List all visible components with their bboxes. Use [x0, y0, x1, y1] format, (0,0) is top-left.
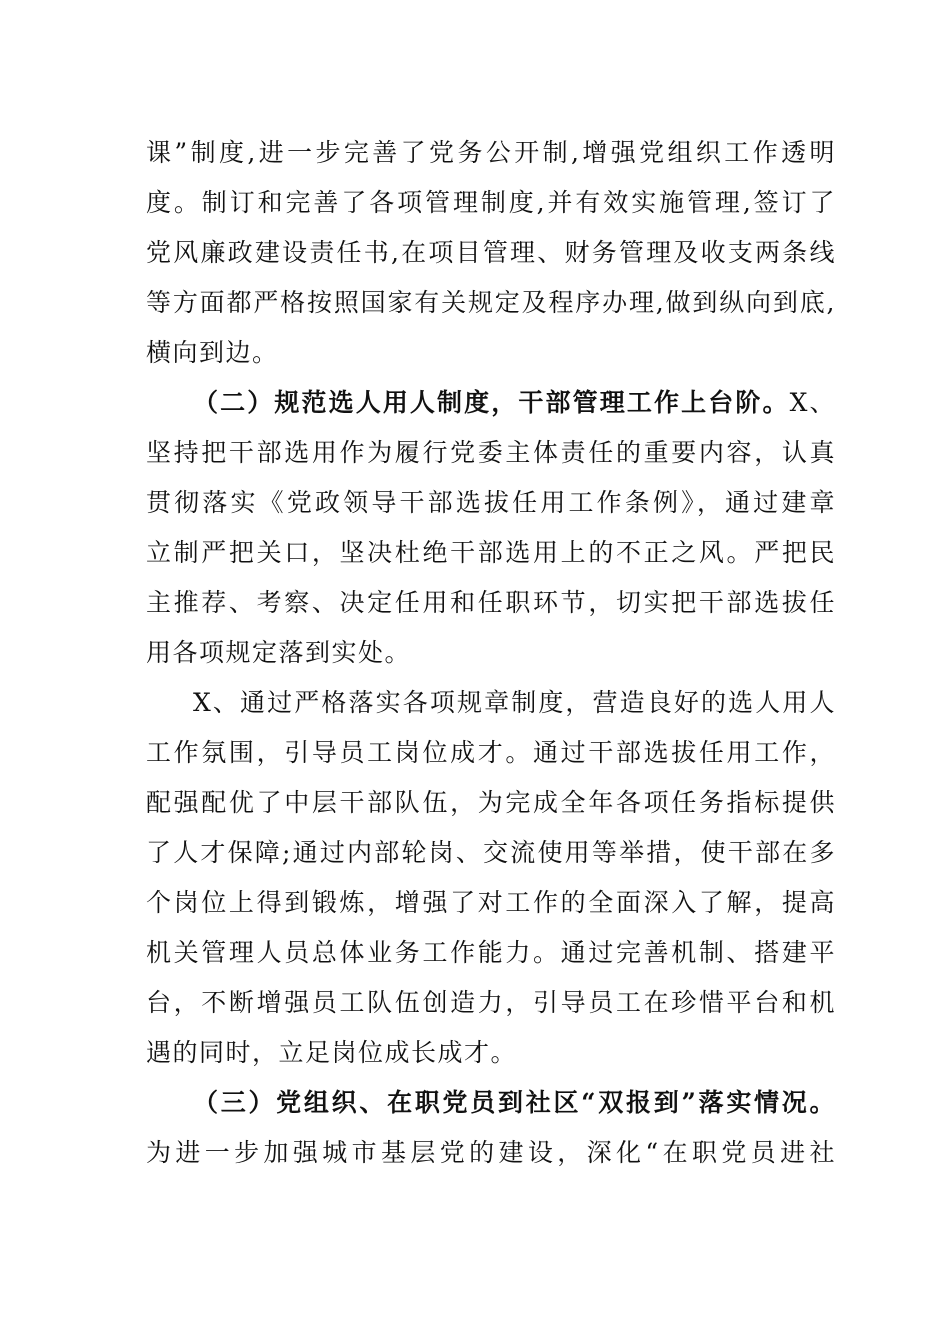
paragraph-line: 机关管理人员总体业务工作能力。通过完善机制、搭建平	[146, 938, 836, 967]
section-heading: （三）党组织、在职党员到社区“双报到”落实情况。	[193, 1088, 836, 1117]
paragraph-line: 党风廉政建设责任书,在项目管理、财务管理及收支两条线	[146, 238, 836, 267]
section-heading-tail: X、	[789, 388, 836, 417]
paragraph-line: 坚持把干部选用作为履行党委主体责任的重要内容，认真	[146, 438, 836, 467]
paragraph-line: 度。制订和完善了各项管理制度,并有效实施管理,签订了	[146, 188, 836, 217]
paragraph-line: 主推荐、考察、决定任用和任职环节，切实把干部选拔任	[146, 588, 836, 617]
paragraph-line: 为进一步加强城市基层党的建设，深化“在职党员进社	[146, 1138, 836, 1167]
paragraph-line: 工作氛围，引导员工岗位成才。通过干部选拔任用工作，	[146, 738, 836, 767]
paragraph-line: 横向到边。	[146, 338, 279, 367]
paragraph-line: 用各项规定落到实处。	[146, 638, 412, 667]
paragraph-line: 遇的同时，立足岗位成长成才。	[146, 1038, 518, 1067]
paragraph-line: 贯彻落实《党政领导干部选拔任用工作条例》，通过建章	[146, 488, 836, 517]
paragraph-line: 了人才保障;通过内部轮岗、交流使用等举措，使干部在多	[146, 838, 836, 867]
section-heading: （二）规范选人用人制度，干部管理工作上台阶。	[193, 388, 790, 417]
paragraph-line: 个岗位上得到锻炼，增强了对工作的全面深入了解，提高	[146, 888, 836, 917]
paragraph-line: 配强配优了中层干部队伍，为完成全年各项任务指标提供	[146, 788, 836, 817]
paragraph-line: X、通过严格落实各项规章制度，营造良好的选人用人	[193, 688, 836, 717]
paragraph-line: 立制严把关口，坚决杜绝干部选用上的不正之风。严把民	[146, 538, 836, 567]
paragraph-line: 课”制度,进一步完善了党务公开制,增强党组织工作透明	[146, 138, 836, 167]
paragraph-line: 台，不断增强员工队伍创造力，引导员工在珍惜平台和机	[146, 988, 836, 1017]
paragraph-line: 等方面都严格按照国家有关规定及程序办理,做到纵向到底,	[146, 288, 836, 317]
section-heading-line	[193, 378, 836, 428]
